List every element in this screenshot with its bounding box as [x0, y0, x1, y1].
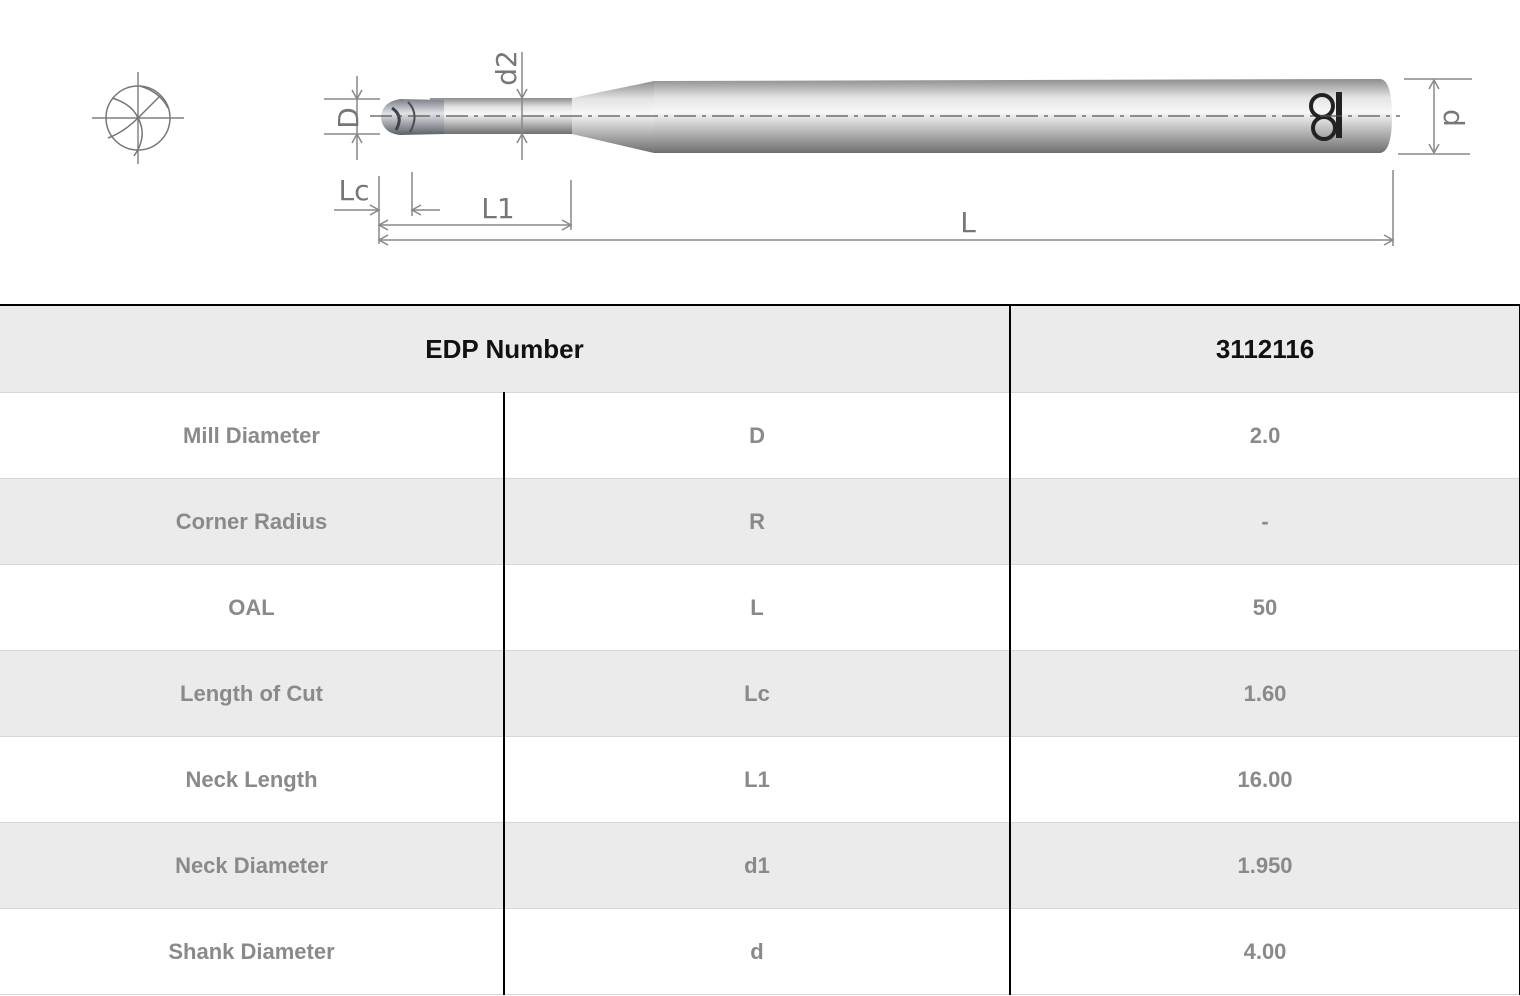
- row-value: -: [1010, 479, 1520, 565]
- row-name: OAL: [0, 565, 504, 651]
- row-name: Shank Diameter: [0, 909, 504, 995]
- row-symbol: D: [504, 393, 1010, 479]
- row-value: 16.00: [1010, 737, 1520, 823]
- dim-label-L: L: [960, 206, 976, 239]
- row-value: 2.0: [1010, 393, 1520, 479]
- dim-label-D: D: [332, 107, 365, 129]
- dim-label-L1: L1: [481, 192, 515, 225]
- row-name: Neck Length: [0, 737, 504, 823]
- edp-number-label: EDP Number: [0, 305, 1010, 393]
- table-row: [0, 565, 1520, 651]
- row-value: 50: [1010, 565, 1520, 651]
- row-value: 1.950: [1010, 823, 1520, 909]
- row-name: Mill Diameter: [0, 393, 504, 479]
- row-symbol: L1: [504, 737, 1010, 823]
- row-name: Neck Diameter: [0, 823, 504, 909]
- row-symbol: Lc: [504, 651, 1010, 737]
- table-row: [0, 909, 1520, 995]
- row-name: Length of Cut: [0, 651, 504, 737]
- table-row: [0, 479, 1520, 565]
- spec-table: [0, 304, 1520, 995]
- edp-number-value: 3112116: [1010, 305, 1520, 393]
- tool-drawing: [0, 0, 1520, 300]
- row-symbol: d1: [504, 823, 1010, 909]
- table-row: [0, 393, 1520, 479]
- row-name: Corner Radius: [0, 479, 504, 565]
- row-symbol: R: [504, 479, 1010, 565]
- end-mill-illustration: [370, 79, 1400, 153]
- dim-label-Lc: Lc: [338, 174, 370, 207]
- table-row: [0, 737, 1520, 823]
- row-symbol: L: [504, 565, 1010, 651]
- dim-label-d2: d2: [490, 50, 523, 86]
- table-header-row: [0, 305, 1520, 393]
- dim-label-d: d: [1437, 109, 1470, 127]
- row-value: 1.60: [1010, 651, 1520, 737]
- table-row: [0, 823, 1520, 909]
- row-symbol: d: [504, 909, 1010, 995]
- end-view-icon: [92, 72, 184, 164]
- row-value: 4.00: [1010, 909, 1520, 995]
- table-row: [0, 651, 1520, 737]
